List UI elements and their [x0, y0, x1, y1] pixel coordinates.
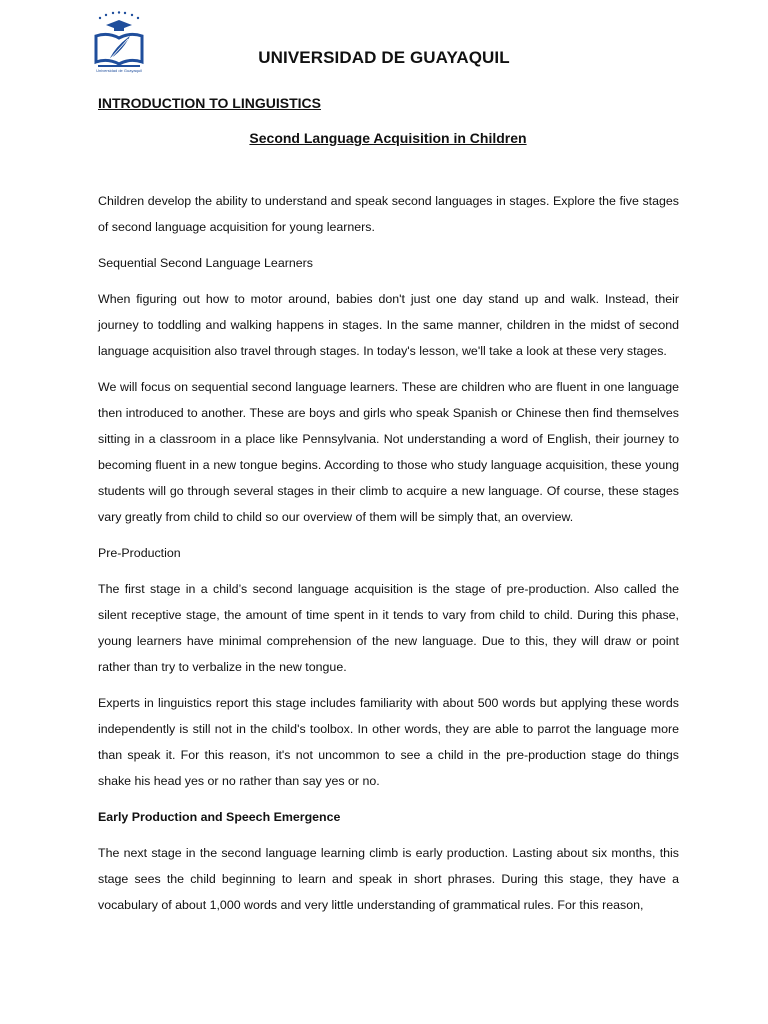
intro-paragraph: Children develop the ability to understand and speak second languages in stages. Explore the five stages of second language acquisition for young learners.	[98, 194, 679, 234]
paragraph: The first stage in a child’s second language acquisition is the stage of pre-production. Also called the silent receptive stage, the amount of time spent in it tends to vary from child to child. During this phase, young learners have minimal comprehension of the new language. Due to this, they will draw or point rather than try to verbalize in the new tongue.	[98, 582, 679, 674]
section-heading-preproduction: Pre-Production	[98, 546, 181, 560]
course-title: INTRODUCTION TO LINGUISTICS	[98, 95, 321, 111]
svg-text:Universidad de Guayaquil: Universidad de Guayaquil	[96, 68, 142, 73]
section-heading-sequential: Sequential Second Language Learners	[98, 256, 313, 270]
paragraph: We will focus on sequential second language learners. These are children who are fluent in one language then introduced to another. These are boys and girls who speak Spanish or Chinese then find themselves sitting in a classroom in a place like Pennsylvania. Not understanding a word of English, their journey to becoming fluent in a new tongue begins. According to those who study language acquisition, these young students will go through several stages in their climb to acquire a new language. Of course, these stages vary greatly from child to child so our overview of them will be simply that, an overview.	[98, 380, 679, 524]
university-title: UNIVERSIDAD DE GUAYAQUIL	[258, 48, 510, 67]
paragraph: The next stage in the second language learning climb is early production. Lasting about six months, this stage sees the child beginning to learn and speak in short phrases. During this stage, they have a vocabulary of about 1,000 words and very little understanding of grammatical rules. For this reason,	[98, 846, 679, 912]
document-title: Second Language Acquisition in Children	[249, 130, 527, 146]
section-heading-early-production: Early Production and Speech Emergence	[98, 810, 341, 824]
paragraph: Experts in linguistics report this stage includes familiarity with about 500 words but applying these words independently is still not in the child's toolbox. In other words, they are able to parrot the language more than speak it. For this reason, it's not uncommon to see a child in the pre-production stage do things shake his head yes or no rather than say yes or no.	[98, 696, 679, 788]
document-body	[98, 188, 679, 928]
paragraph: When figuring out how to motor around, babies don't just one day stand up and walk. Instead, their journey to toddling and walking happens in stages. In the same manner, children in the midst of second language acquisition also travel through stages. In today's lesson, we'll take a look at these very stages.	[98, 292, 679, 358]
